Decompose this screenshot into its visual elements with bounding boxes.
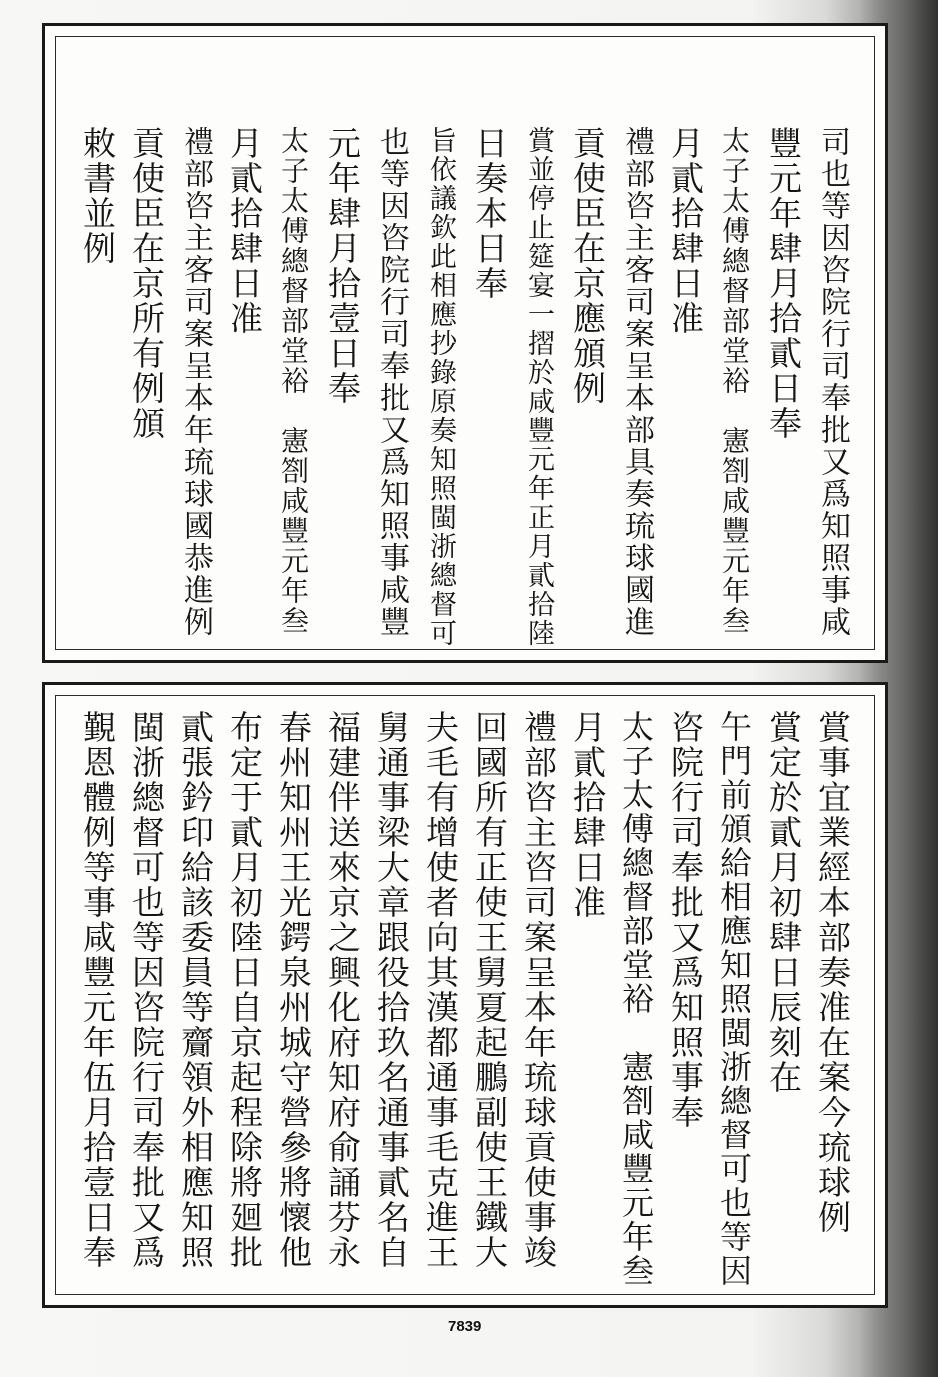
text-column: 閩浙總督可也等因咨院行司奉批又爲 [127, 710, 166, 1270]
text-column: 咨院行司奉批又爲知照事奉 [666, 710, 705, 1130]
text-column: 太子太傅總督部堂裕 憲劄咸豐元年叁 [277, 126, 310, 636]
text-column: 賞事宜業經本部奏准在案今琉球例 [813, 710, 852, 1235]
text-column: 布定于貳月初陸日自京起程除將廻批 [225, 710, 264, 1270]
text-column: 賞定於貳月初肆日辰刻在 [764, 710, 803, 1095]
text-column: 賞並停止筵宴一摺於咸豐元年正月貳拾陸 [523, 126, 554, 648]
text-column: 豐元年肆月拾貳日奉 [764, 126, 803, 441]
text-column: 月貳拾肆日准 [666, 126, 705, 336]
text-column: 貢使臣在京所有例頒 [127, 126, 166, 441]
text-column: 旨依議欽此相應抄錄原奏知照閩浙總督可 [425, 126, 456, 648]
text-column: 覲恩體例等事咸豐元年伍月拾壹日奉 [78, 710, 117, 1270]
text-column: 禮部咨主客司案呈本年琉球國恭進例 [178, 126, 213, 638]
text-column: 夫毛有增使者向其漢都通事毛克進王 [421, 710, 460, 1270]
text-column: 元年肆月拾壹日奉 [323, 126, 362, 406]
text-column: 敕書並例 [78, 126, 117, 266]
page-number: 7839 [448, 1318, 482, 1335]
text-column: 貳張鈐印給該委員等齎領外相應知照 [176, 710, 215, 1270]
text-column: 禮部咨主客司案呈本部具奏琉球國進 [619, 126, 654, 638]
text-column: 也等因咨院行司奉批又爲知照事咸豐 [374, 126, 409, 638]
upper-document-panel [42, 23, 888, 663]
text-column: 午門前頒給相應知照閩浙總督可也等因 [715, 710, 753, 1288]
text-column: 太子太傅總督部堂裕 憲劄咸豐元年叁 [617, 710, 655, 1288]
text-column: 月貳拾肆日准 [568, 710, 607, 920]
text-column: 司也等因咨院行司奉批又爲知照事咸 [815, 126, 850, 638]
text-column: 日奏本日奉 [470, 126, 509, 301]
lower-document-panel [42, 682, 888, 1308]
text-column: 春州知州王光鍔泉州城守營參將懷他 [274, 710, 313, 1270]
text-column: 太子太傅總督部堂裕 憲劄咸豐元年叁 [718, 126, 751, 636]
text-column: 貢使臣在京應頒例 [568, 126, 607, 406]
text-column: 回國所有正使王舅夏起鵬副使王鐵大 [470, 710, 509, 1270]
text-column: 福建伴送來京之興化府知府俞誦芬永 [323, 710, 362, 1270]
text-column: 禮部咨主咨司案呈本年琉球貢使事竣 [519, 710, 558, 1270]
text-column: 舅通事梁大章跟役拾玖名通事貳名自 [372, 710, 411, 1270]
text-column: 月貳拾肆日准 [225, 126, 264, 336]
